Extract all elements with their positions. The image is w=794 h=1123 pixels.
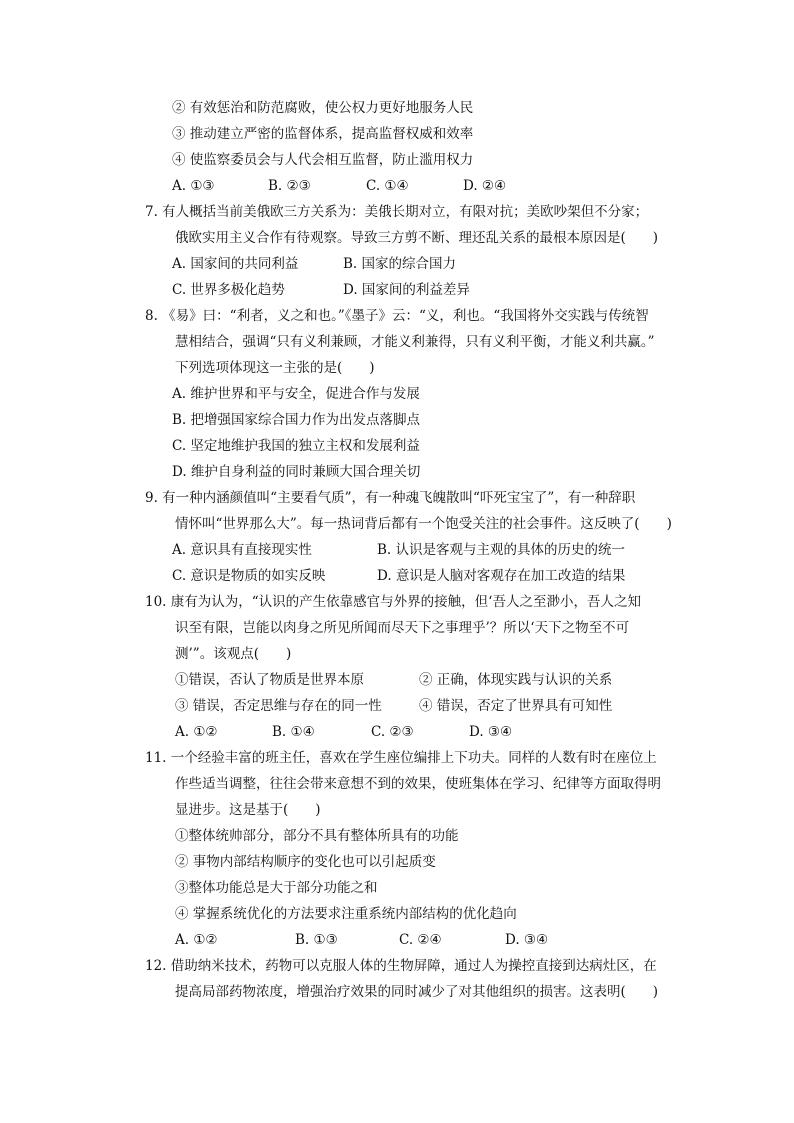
q7-option-a: A. 国家间的共同利益 <box>172 256 299 272</box>
q10-item-3: ③ 错误，否定思维与存在的同一性 <box>175 698 382 714</box>
q9-option-b: B. 认识是客观与主观的具体的历史的统一 <box>377 542 626 558</box>
q8-option-b: B. 把增强国家综合国力作为出发点落脚点 <box>172 412 421 428</box>
q11-option-a: A. ①② <box>175 932 218 948</box>
q7-stem-line-1: 7. 有人概括当前美俄欧三方关系为：美俄长期对立，有限对抗；美欧吵架但不分家； <box>145 204 649 220</box>
q10-option-d: D. ③④ <box>469 724 513 740</box>
q6-option-c: C. ①④ <box>366 178 409 194</box>
q7-option-c: C. 世界多极化趋势 <box>172 282 285 298</box>
q6-item-3: ③ 推动建立严密的监督体系，提高监督权威和效率 <box>172 126 474 142</box>
q11-option-b: B. ①③ <box>295 932 338 948</box>
q10-option-c: C. ②③ <box>371 724 414 740</box>
q11-item-2: ② 事物内部结构顺序的变化也可以引起质变 <box>175 854 436 870</box>
q11-stem-line-2: 作些适当调整，往往会带来意想不到的效果，使班集体在学习、纪律等方面取得明 <box>175 776 661 792</box>
q10-item-2: ② 正确，体现实践与认识的关系 <box>419 672 613 688</box>
q11-stem-line-3: 显进步。这是基于( ) <box>175 802 321 818</box>
q11-stem-line-1: 11. 一个经验丰富的班主任，喜欢在学生座位编排上下功夫。同样的人数有时在座位上 <box>145 750 657 766</box>
q9-stem-line-1: 9. 有一种内涵颜值叫“主要看气质”，有一种魂飞魄散叫“吓死宝宝了”，有一种辞职 <box>145 490 636 506</box>
q8-stem-line-1: 8. 《易》曰：“利者，义之和也。”《墨子》云：“义，利也。“我国将外交实践与传统智 <box>145 308 649 324</box>
q8-stem-line-2: 慧相结合，强调“只有义利兼顾，才能义利兼得，只有义利平衡，才能义利共赢。” <box>175 334 655 350</box>
q6-option-a: A. ①③ <box>172 178 215 194</box>
q10-stem-line-2: 识至有限，岂能以肉身之所见所闻而尽天下之事理乎’？所以‘天下之物至不可 <box>175 620 630 636</box>
q10-stem-line-1: 10. 康有为认为，“认识的产生依靠感官与外界的接触，但‘吾人之至渺小，吾人之知 <box>145 594 641 610</box>
q9-stem-line-2: 情怀叫“世界那么大”。每一热词背后都有一个饱受关注的社会事件。这反映了( ) <box>175 516 672 532</box>
q11-item-1: ①整体统帅部分，部分不具有整体所具有的功能 <box>175 828 459 844</box>
q7-stem-line-2: 俄欧实用主义合作有待观察。导致三方剪不断、理还乱关系的最根本原因是( ) <box>175 230 659 246</box>
q7-option-b: B. 国家的综合国力 <box>343 256 457 272</box>
q10-option-a: A. ①② <box>175 724 218 740</box>
q6-item-2: ② 有效惩治和防范腐败，使公权力更好地服务人民 <box>172 100 474 116</box>
q9-option-d: D. 意识是人脑对客观存在加工改造的结果 <box>377 568 626 584</box>
q6-option-b: B. ②③ <box>268 178 311 194</box>
q6-option-d: D. ②④ <box>463 178 507 194</box>
q10-item-1: ①错误，否认了物质是世界本原 <box>175 672 364 688</box>
q11-item-3: ③整体功能总是大于部分功能之和 <box>175 880 378 896</box>
q8-option-a: A. 维护世界和平与安全，促进合作与发展 <box>172 386 420 402</box>
q7-option-d: D. 国家间的利益差异 <box>343 282 470 298</box>
q11-option-c: C. ②④ <box>399 932 442 948</box>
q10-option-b: B. ①④ <box>272 724 315 740</box>
q11-item-4: ④ 掌握系统优化的方法要求注重系统内部结构的优化趋向 <box>175 906 517 922</box>
q10-item-4: ④ 错误，否定了世界具有可知性 <box>419 698 613 714</box>
q12-stem-line-2: 提高局部药物浓度，增强治疗效果的同时减少了对其他组织的损害。这表明( ) <box>175 984 659 1000</box>
q11-option-d: D. ③④ <box>505 932 549 948</box>
q9-option-c: C. 意识是物质的如实反映 <box>172 568 326 584</box>
q6-item-4: ④ 使监察委员会与人代会相互监督，防止滥用权力 <box>172 152 474 168</box>
q9-option-a: A. 意识具有直接现实性 <box>172 542 312 558</box>
q10-stem-line-3: 测’”。该观点( ) <box>175 646 292 662</box>
q8-option-c: C. 坚定地维护我国的独立主权和发展利益 <box>172 438 420 454</box>
q8-stem-line-3: 下列选项体现这一主张的是( ) <box>175 360 375 376</box>
q8-option-d: D. 维护自身利益的同时兼顾大国合理关切 <box>172 464 421 480</box>
q12-stem-line-1: 12. 借助纳米技术，药物可以克服人体的生物屏障，通过人为操控直接到达病灶区，在 <box>145 958 657 974</box>
